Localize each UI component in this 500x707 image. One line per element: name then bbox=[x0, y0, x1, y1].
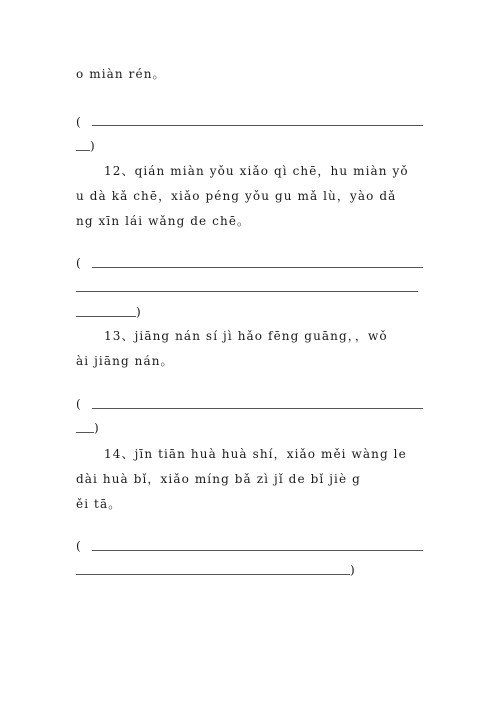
close-paren: ) bbox=[350, 563, 355, 577]
question-12-line: u dà kǎ chē，xiǎo péng yǒu gu mǎ lù，yào dǎ bbox=[76, 189, 397, 203]
answer-blank[interactable] bbox=[76, 150, 90, 151]
answer-blank[interactable] bbox=[92, 408, 423, 409]
answer-blank[interactable] bbox=[76, 574, 350, 575]
answer-blank[interactable] bbox=[76, 432, 94, 433]
question-13-line: 13、jiāng nán sí jì hǎo fēng guāng，，wǒ bbox=[104, 329, 388, 343]
open-paren: ( bbox=[76, 115, 81, 129]
answer-blank[interactable] bbox=[92, 267, 423, 268]
close-paren: ) bbox=[136, 305, 141, 319]
close-paren: ) bbox=[94, 421, 99, 435]
question-14-line: dài huà bǐ，xiǎo míng bǎ zì jǐ de bǐ jiè g bbox=[76, 472, 361, 486]
close-paren: ) bbox=[90, 139, 95, 153]
answer-blank[interactable] bbox=[76, 291, 418, 292]
answer-blank[interactable] bbox=[92, 125, 423, 126]
open-paren: ( bbox=[76, 539, 81, 553]
question-12-line: ng xīn lái wǎng de chē。 bbox=[76, 214, 251, 228]
question-13-line: ài jiāng nán。 bbox=[76, 354, 174, 368]
open-paren: ( bbox=[76, 256, 81, 270]
answer-blank[interactable] bbox=[92, 550, 423, 551]
question-14-line: 14、jīn tiān huà huà shí，xiǎo měi wàng le bbox=[104, 447, 407, 461]
text-line: o miàn rén。 bbox=[76, 67, 166, 81]
open-paren: ( bbox=[76, 397, 81, 411]
answer-blank[interactable] bbox=[76, 316, 136, 317]
question-12-line: 12、qián miàn yǒu xiǎo qì chē，hu miàn yǒ bbox=[104, 164, 409, 178]
question-14-line: ěi tā。 bbox=[76, 497, 122, 511]
